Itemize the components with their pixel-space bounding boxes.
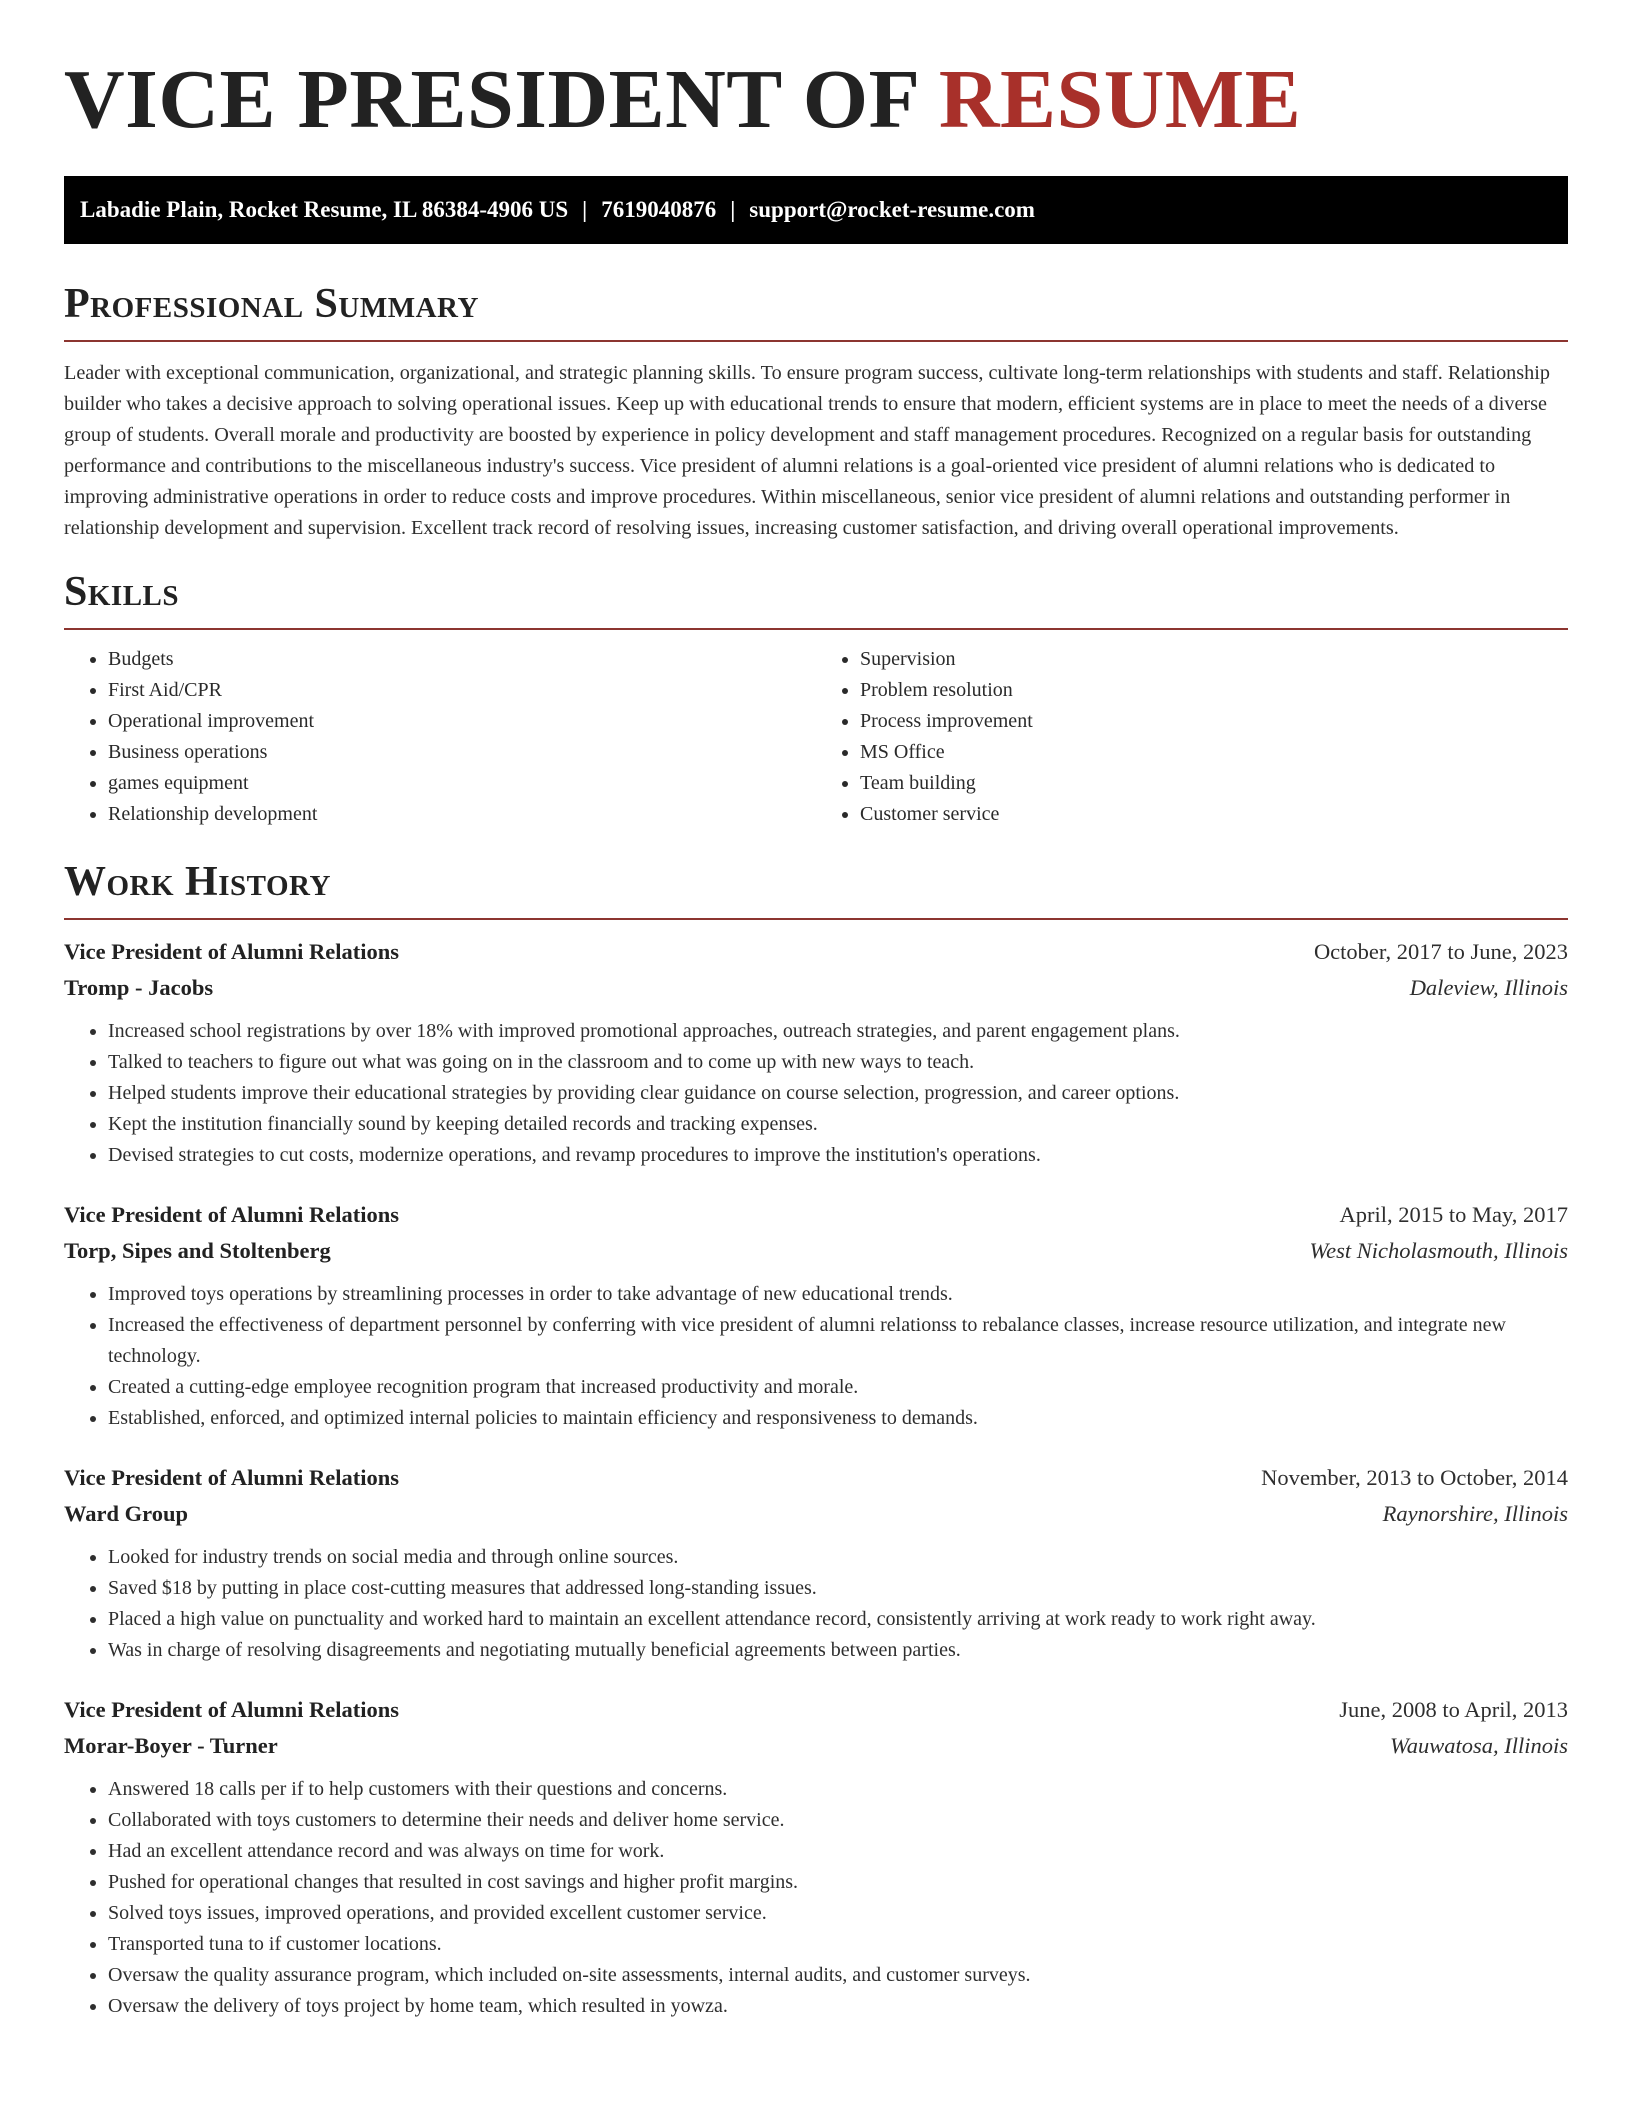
work-history-heading: Work History <box>64 859 331 905</box>
title-accent: RESUME <box>938 53 1302 146</box>
skill-item: • Customer service <box>860 799 1568 830</box>
job-bullet: • Oversaw the quality assurance program, which included on-site assessments, internal audits, and customer surveys. <box>108 1960 1568 1991</box>
skills-section <box>64 566 1568 830</box>
job-title-row <box>64 1197 1568 1233</box>
job-title: Vice President of Alumni Relations <box>64 1465 399 1490</box>
job-entry <box>64 1460 1568 1666</box>
contact-email: support@rocket-resume.com <box>749 197 1035 222</box>
skill-item: • Problem resolution <box>860 675 1568 706</box>
job-bullet: • Solved toys issues, improved operations, and provided excellent customer service. <box>108 1898 1568 1929</box>
job-title: Vice President of Alumni Relations <box>64 939 399 964</box>
skill-item: • First Aid/CPR <box>108 675 816 706</box>
job-bullet: • Created a cutting-edge employee recognition program that increased productivity and morale. <box>108 1372 1568 1403</box>
job-company: Torp, Sipes and Stoltenberg <box>64 1238 331 1263</box>
job-bullet: • Saved $18 by putting in place cost-cutting measures that addressed long-standing issues. <box>108 1573 1568 1604</box>
job-bullet: • Devised strategies to cut costs, modernize operations, and revamp procedures to improve the institution's operations. <box>108 1140 1568 1171</box>
skill-item: • Relationship development <box>108 799 816 830</box>
job-bullet: • Had an excellent attendance record and was always on time for work. <box>108 1836 1568 1867</box>
job-dates: October, 2017 to June, 2023 <box>1313 939 1568 964</box>
contact-separator: | <box>582 197 588 222</box>
job-bullet: • Answered 18 calls per if to help customers with their questions and concerns. <box>108 1774 1568 1805</box>
resume-title <box>64 0 1568 148</box>
job-title-row <box>64 934 1568 970</box>
job-bullets <box>64 1016 1568 1171</box>
job-location: Wauwatosa, Illinois <box>1390 1733 1568 1758</box>
job-bullet: • Kept the institution financially sound by keeping detailed records and tracking expenses. <box>108 1109 1568 1140</box>
job-bullet: • Increased school registrations by over 18% with improved promotional approaches, outreach strategies, and parent engagement plans. <box>108 1016 1568 1047</box>
job-location: Daleview, Illinois <box>1409 975 1568 1000</box>
job-company-row <box>64 970 1568 1006</box>
job-bullet: • Established, enforced, and optimized internal policies to maintain efficiency and responsiveness to demands. <box>108 1403 1568 1434</box>
skill-item: • Budgets <box>108 644 816 675</box>
job-bullet: • Pushed for operational changes that resulted in cost savings and higher profit margins. <box>108 1867 1568 1898</box>
section-divider <box>64 918 1568 920</box>
job-location: West Nicholasmouth, Illinois <box>1309 1238 1568 1263</box>
summary-section <box>64 278 1568 544</box>
job-bullets <box>64 1774 1568 2022</box>
job-title-row <box>64 1692 1568 1728</box>
job-bullet: • Talked to teachers to figure out what was going on in the classroom and to come up with new ways to teach. <box>108 1047 1568 1078</box>
job-company-row <box>64 1233 1568 1269</box>
job-title: Vice President of Alumni Relations <box>64 1697 399 1722</box>
title-main: VICE PRESIDENT OF <box>64 53 939 146</box>
job-entry <box>64 934 1568 1171</box>
job-bullet: • Looked for industry trends on social media and through online sources. <box>108 1542 1568 1573</box>
job-dates: June, 2008 to April, 2013 <box>1339 1697 1568 1722</box>
summary-heading: Professional Summary <box>64 281 479 327</box>
resume-page <box>64 0 1568 2022</box>
skill-item: • MS Office <box>860 737 1568 768</box>
skill-item: • Business operations <box>108 737 816 768</box>
skill-item: • games equipment <box>108 768 816 799</box>
skill-item: • Team building <box>860 768 1568 799</box>
job-title: Vice President of Alumni Relations <box>64 1202 399 1227</box>
skills-left-list <box>64 644 816 830</box>
summary-text: Leader with exceptional communication, organizational, and strategic planning skills. To ensure program success, cultivate long-term relationships with students and staff. Relationship builder who takes a decisive approach to solving operational issues. Keep up with educational trends to ensure that modern, efficient systems are in place to meet the needs of a diverse group of students. Overall morale and productivity are boosted by experience in policy development and staff management procedures. Recognized on a regular basis for outstanding performance and contributions to the miscellaneous industry's success. Vice president of alumni relations is a goal-oriented vice president of alumni relations who is dedicated to improving administrative operations in order to reduce costs and improve procedures. Within miscellaneous, senior vice president of alumni relations and outstanding performer in relationship development and supervision. Excellent track record of resolving issues, increasing customer satisfaction, and driving overall operational improvements. <box>64 362 1550 539</box>
contact-separator: | <box>730 197 736 222</box>
job-location: Raynorshire, Illinois <box>1382 1501 1568 1526</box>
job-company: Tromp - Jacobs <box>64 975 214 1000</box>
job-bullet: • Improved toys operations by streamlining processes in order to take advantage of new educational trends. <box>108 1279 1568 1310</box>
skills-right-list <box>816 644 1568 830</box>
skills-columns <box>64 644 1568 830</box>
contact-phone: 7619040876 <box>601 197 717 222</box>
contact-bar <box>64 176 1568 244</box>
job-title-row <box>64 1460 1568 1496</box>
job-bullet: • Transported tuna to if customer locations. <box>108 1929 1568 1960</box>
job-entry <box>64 1197 1568 1434</box>
skills-heading: Skills <box>64 569 180 615</box>
job-company: Morar-Boyer - Turner <box>64 1733 278 1758</box>
job-bullet: • Increased the effectiveness of department personnel by conferring with vice president of alumni relationss to rebalance classes, increase resource utilization, and integrate new technology. <box>108 1310 1568 1372</box>
job-company-row <box>64 1496 1568 1532</box>
skill-item: • Process improvement <box>860 706 1568 737</box>
job-bullet: • Was in charge of resolving disagreements and negotiating mutually beneficial agreements between parties. <box>108 1635 1568 1666</box>
section-divider <box>64 340 1568 342</box>
job-dates: November, 2013 to October, 2014 <box>1261 1465 1568 1490</box>
contact-address: Labadie Plain, Rocket Resume, IL 86384-4906 US <box>80 197 569 222</box>
job-company: Ward Group <box>64 1501 188 1526</box>
job-bullet: • Oversaw the delivery of toys project by home team, which resulted in yowza. <box>108 1991 1568 2022</box>
job-bullets <box>64 1542 1568 1666</box>
job-dates: April, 2015 to May, 2017 <box>1339 1202 1568 1227</box>
job-bullet: • Collaborated with toys customers to determine their needs and deliver home service. <box>108 1805 1568 1836</box>
job-bullet: • Placed a high value on punctuality and worked hard to maintain an excellent attendance record, consistently arriving at work ready to work right away. <box>108 1604 1568 1635</box>
skill-item: • Supervision <box>860 644 1568 675</box>
skill-item: • Operational improvement <box>108 706 816 737</box>
section-divider <box>64 628 1568 630</box>
job-entry <box>64 1692 1568 2022</box>
job-company-row <box>64 1728 1568 1764</box>
job-bullet: • Helped students improve their educational strategies by providing clear guidance on course selection, progression, and career options. <box>108 1078 1568 1109</box>
job-bullets <box>64 1279 1568 1434</box>
work-history-section <box>64 856 1568 2022</box>
